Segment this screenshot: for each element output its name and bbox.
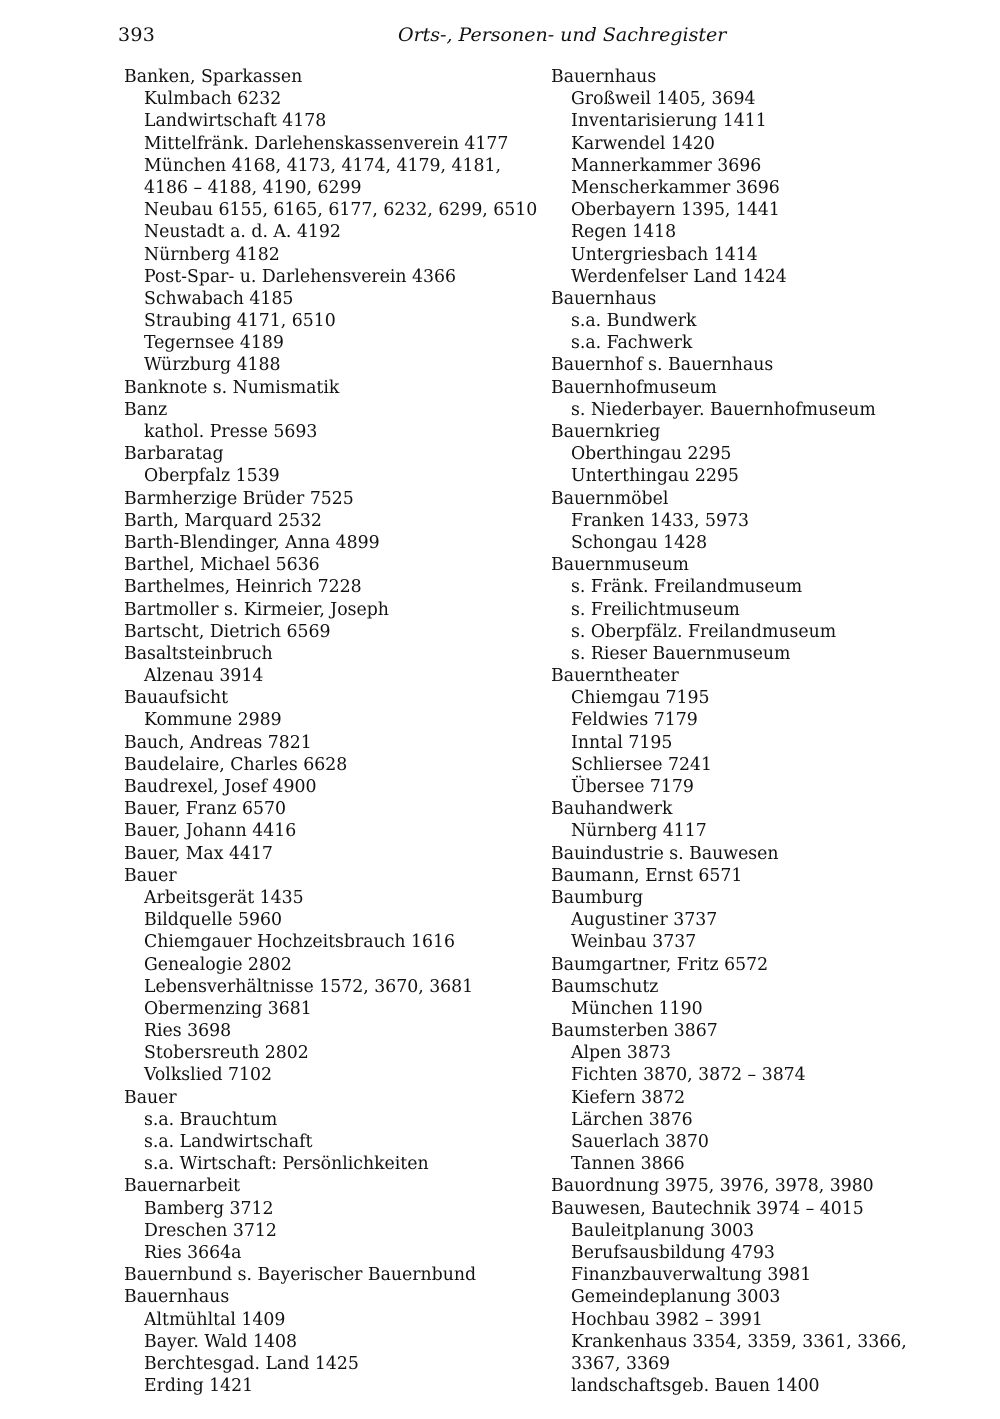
index-subentry: Feldwies 7179 (571, 710, 698, 731)
index-entry: Barmherzige Brüder 7525 (124, 488, 354, 509)
index-entry: Bauernhaus (124, 1287, 230, 1308)
index-subentry: Kiefern 3872 (571, 1087, 686, 1108)
index-entry: Bauerntheater (551, 666, 679, 687)
index-entry: Barth-Blendinger, Anna 4899 (124, 532, 380, 553)
index-subentry: Inntal 7195 (571, 732, 673, 753)
index-subentry: s.a. Bundwerk (571, 311, 697, 332)
index-subentry: Neustadt a. d. A. 4192 (144, 222, 341, 243)
index-subentry: Bildquelle 5960 (144, 910, 282, 931)
index-subentry: Schongau 1428 (571, 532, 708, 553)
index-entry: Bauer, Johann 4416 (124, 821, 297, 842)
index-subentry: Krankenhaus 3354, 3359, 3361, 3366, (571, 1331, 907, 1352)
index-subentry: s. Oberpfälz. Freilandmuseum (571, 621, 837, 642)
index-subentry: Tegernsee 4189 (144, 333, 284, 354)
index-entry: Bauernhofmuseum (551, 377, 717, 398)
index-subentry: Kulmbach 6232 (144, 89, 282, 110)
index-entry: Bauordnung 3975, 3976, 3978, 3980 (551, 1176, 874, 1197)
index-subentry: Finanzbauverwaltung 3981 (571, 1265, 812, 1286)
index-subentry: Mittelfränk. Darlehenskassenverein 4177 (144, 133, 509, 154)
index-subentry: Chiemgau 7195 (571, 688, 710, 709)
index-entry: Bauindustrie s. Bauwesen (551, 843, 779, 864)
index-entry: Basaltsteinbruch (124, 643, 273, 664)
index-entry: Bauer (124, 865, 177, 886)
index-subentry: Ries 3698 (144, 1021, 232, 1042)
index-entry: Bauer (124, 1087, 177, 1108)
index-subentry: Lebensverhältnisse 1572, 3670, 3681 (144, 976, 474, 997)
index-entry: Baumgartner, Fritz 6572 (551, 954, 769, 975)
index-subentry: Berufsausbildung 4793 (571, 1242, 775, 1263)
index-entry: Bartscht, Dietrich 6569 (124, 621, 331, 642)
index-subentry: Landwirtschaft 4178 (144, 111, 327, 132)
index-subentry: Stobersreuth 2802 (144, 1043, 309, 1064)
index-subentry: Menscherkammer 3696 (571, 177, 780, 198)
index-subentry: Untergriesbach 1414 (571, 244, 758, 265)
index-subentry: Genealogie 2802 (144, 954, 292, 975)
index-subentry: Alpen 3873 (571, 1043, 671, 1064)
index-subentry: s. Rieser Bauernmuseum (571, 643, 791, 664)
index-subentry: Kommune 2989 (144, 710, 282, 731)
index-subentry: Straubing 4171, 6510 (144, 311, 336, 332)
index-entry: Bauernhaus (551, 288, 657, 309)
index-subentry: Regen 1418 (571, 222, 677, 243)
index-entry: Bauernkrieg (551, 422, 661, 442)
index-entry: Barthelmes, Heinrich 7228 (124, 577, 362, 598)
index-entry: Bauernhof s. Bauernhaus (551, 355, 774, 376)
index-entry: Bauwesen, Bautechnik 3974 – 4015 (551, 1198, 864, 1219)
index-subentry: München 4168, 4173, 4174, 4179, 4181, (144, 155, 501, 176)
index-subentry: s.a. Brauchtum (144, 1109, 278, 1130)
index-entry: Bauernmöbel (551, 488, 669, 509)
index-entry: Barth, Marquard 2532 (124, 510, 322, 531)
index-subentry: Franken 1433, 5973 (571, 510, 749, 531)
index-subentry: Bayer. Wald 1408 (144, 1331, 297, 1352)
index-entry: Bauernhaus (551, 67, 657, 87)
index-subentry: Übersee 7179 (571, 777, 694, 797)
index-subentry: München 1190 (571, 998, 703, 1019)
index-subentry: Obermenzing 3681 (144, 998, 312, 1019)
index-subentry: s.a. Landwirtschaft (144, 1132, 313, 1152)
index-subentry: s. Freilichtmuseum (571, 599, 740, 620)
index-subentry: Fichten 3870, 3872 – 3874 (571, 1065, 806, 1086)
index-subentry: Augustiner 3737 (571, 910, 718, 931)
index-entry: Baumsterben 3867 (551, 1021, 718, 1042)
index-subentry: Mannerkammer 3696 (571, 155, 762, 176)
index-entry: Bauaufsicht (124, 688, 229, 709)
index-subentry: Schliersee 7241 (571, 754, 712, 775)
index-entry: Baumschutz (551, 976, 659, 997)
index-subentry: Arbeitsgerät 1435 (144, 887, 304, 908)
index-entry: Bauer, Franz 6570 (124, 799, 286, 820)
index-subentry: Gemeindeplanung 3003 (571, 1287, 781, 1308)
index-subentry: Unterthingau 2295 (571, 466, 739, 487)
index-subentry: s.a. Fachwerk (571, 333, 693, 354)
index-subentry: Nürnberg 4117 (571, 821, 707, 842)
index-entry: Bauhandwerk (551, 799, 673, 820)
index-subentry: Bamberg 3712 (144, 1198, 274, 1219)
index-entry: Barbaratag (124, 444, 224, 465)
index-subentry: Hochbau 3982 – 3991 (571, 1309, 763, 1330)
index-subentry: Schwabach 4185 (144, 288, 294, 309)
index-subentry: kathol. Presse 5693 (144, 422, 318, 442)
index-subentry: Tannen 3866 (571, 1154, 685, 1175)
index-subentry: Ries 3664a (144, 1242, 242, 1263)
index-column-left (124, 66, 544, 1397)
index-entry: Banken, Sparkassen (124, 67, 303, 87)
index-entry: Baumann, Ernst 6571 (551, 865, 743, 886)
index-entry: Barthel, Michael 5636 (124, 555, 320, 576)
index-entry: Banz (124, 399, 168, 420)
index-subentry: Oberthingau 2295 (571, 444, 732, 465)
page-header-title: Orts-, Personen- und Sachregister (398, 24, 727, 46)
index-subentry: Erding 1421 (144, 1376, 254, 1397)
index-subentry: Nürnberg 4182 (144, 244, 280, 265)
index-subentry: Alzenau 3914 (144, 666, 264, 687)
index-subentry: 3367, 3369 (571, 1353, 670, 1374)
index-subentry: Berchtesgad. Land 1425 (144, 1353, 359, 1374)
index-subentry: Neubau 6155, 6165, 6177, 6232, 6299, 6510 (144, 200, 538, 221)
index-subentry: Oberbayern 1395, 1441 (571, 200, 780, 221)
index-subentry: landschaftsgeb. Bauen 1400 (571, 1376, 820, 1397)
index-entry: Baudelaire, Charles 6628 (124, 754, 348, 775)
index-entry: Bauer, Max 4417 (124, 843, 273, 864)
index-subentry: Dreschen 3712 (144, 1220, 277, 1241)
index-subentry: Volkslied 7102 (144, 1065, 272, 1086)
index-subentry: Post-Spar- u. Darlehensverein 4366 (144, 266, 457, 287)
index-entry: Bauernmuseum (551, 555, 689, 576)
index-subentry: Karwendel 1420 (571, 133, 715, 154)
index-subentry: Großweil 1405, 3694 (571, 89, 756, 110)
index-subentry: 4186 – 4188, 4190, 6299 (144, 177, 362, 198)
index-subentry: s. Fränk. Freilandmuseum (571, 577, 803, 598)
index-subentry: s. Niederbayer. Bauernhofmuseum (571, 399, 876, 420)
index-subentry: Weinbau 3737 (571, 932, 697, 953)
index-subentry: Werdenfelser Land 1424 (571, 266, 787, 287)
index-subentry: s.a. Wirtschaft: Persönlichkeiten (144, 1154, 429, 1175)
index-column-right (551, 66, 971, 1397)
index-subentry: Chiemgauer Hochzeitsbrauch 1616 (144, 932, 455, 953)
index-subentry: Bauleitplanung 3003 (571, 1220, 755, 1241)
index-entry: Baudrexel, Josef 4900 (124, 777, 317, 797)
index-subentry: Oberpfalz 1539 (144, 466, 280, 487)
index-subentry: Würzburg 4188 (144, 355, 281, 376)
index-subentry: Sauerlach 3870 (571, 1132, 709, 1152)
index-subentry: Altmühltal 1409 (144, 1309, 286, 1330)
index-entry: Bartmoller s. Kirmeier, Joseph (124, 599, 389, 620)
index-entry: Baumburg (551, 887, 644, 908)
index-entry: Banknote s. Numismatik (124, 377, 340, 398)
index-entry: Bauernbund s. Bayerischer Bauernbund (124, 1265, 477, 1286)
index-subentry: Inventarisierung 1411 (571, 111, 767, 132)
index-entry: Bauch, Andreas 7821 (124, 732, 312, 753)
index-subentry: Lärchen 3876 (571, 1109, 693, 1130)
page-number: 393 (118, 24, 156, 46)
index-entry: Bauernarbeit (124, 1176, 241, 1197)
